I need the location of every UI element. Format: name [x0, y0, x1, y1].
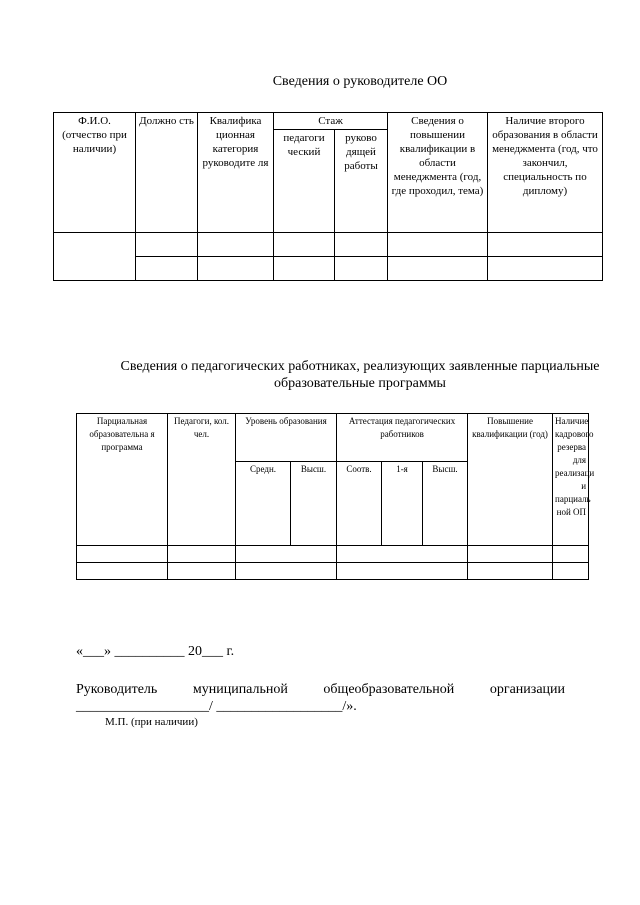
table-cell: [77, 563, 168, 580]
table-cell: [77, 546, 168, 563]
table-cell: [168, 546, 236, 563]
header-training: Сведения о повышении квалификации в области менеджмента (год, где проходил, тема): [388, 113, 488, 233]
header-attestation-match: Соотв.: [337, 462, 382, 546]
table-cell: [468, 563, 553, 580]
header-reserve: Наличие кадрового резерва для реализаци и парциаль ной ОП: [553, 414, 589, 546]
table-cell: [468, 546, 553, 563]
table-cell: [335, 233, 388, 257]
header-education-high: Высш.: [291, 462, 337, 546]
header-experience: Стаж: [274, 113, 388, 130]
table-cell: [553, 546, 589, 563]
table-row: [54, 233, 603, 257]
table-cell: [488, 233, 603, 257]
teachers-info-title: Сведения о педагогических работниках, реализующих заявленные парциальные образовательные программы: [120, 359, 600, 391]
table-cell: [488, 257, 603, 281]
header-training: Повышение квалификации (год): [468, 414, 553, 546]
header-fio: Ф.И.О. (отчество при наличии): [54, 113, 136, 233]
table-cell: [337, 563, 468, 580]
table-row: [77, 546, 589, 563]
header-education-middle: Средн.: [236, 462, 291, 546]
signature-word: Руководитель: [76, 682, 158, 697]
table-cell: [198, 257, 274, 281]
table-cell: [274, 233, 335, 257]
leader-info-table: [53, 112, 603, 281]
date-field: «___» __________ 20___ г.: [76, 644, 235, 659]
table-cell: [236, 546, 337, 563]
header-attestation-high: Высш.: [423, 462, 468, 546]
signature-word: организации: [489, 682, 566, 697]
table-row: [77, 563, 589, 580]
teachers-info-table: [76, 413, 595, 580]
header-attestation-first: 1-я: [382, 462, 423, 546]
signature-blanks: ___________________/ __________________/».: [76, 699, 357, 714]
header-attestation: Аттестация педагогических работников: [337, 414, 468, 462]
table-cell: [337, 546, 468, 563]
table-cell: [54, 233, 136, 281]
header-experience-leadership: руково дящей работы: [335, 130, 388, 233]
table-cell: [236, 563, 337, 580]
header-teachers-count: Педагоги, кол. чел.: [168, 414, 236, 546]
table-cell: [168, 563, 236, 580]
table-cell: [335, 257, 388, 281]
table-cell: [136, 233, 198, 257]
table-cell: [136, 257, 198, 281]
stamp-note: М.П. (при наличии): [105, 716, 198, 728]
header-position: Должно сть: [136, 113, 198, 233]
table-cell: [388, 257, 488, 281]
signature-word: общеобразовательной: [323, 682, 455, 697]
header-experience-pedagogical: педагоги ческий: [274, 130, 335, 233]
table-row: [54, 257, 603, 281]
header-category: Квалифика ционная категория руководите ля: [198, 113, 274, 233]
signature-word: муниципальной: [192, 682, 288, 697]
header-education-level: Уровень образования: [236, 414, 337, 462]
header-second-education: Наличие второго образования в области менеджмента (год, что закончил, специальность по диплому): [488, 113, 603, 233]
leader-info-title: Сведения о руководителе ОО: [272, 74, 448, 89]
table-cell: [274, 257, 335, 281]
table-cell: [553, 563, 589, 580]
table-cell: [388, 233, 488, 257]
header-program: Парциальная образовательна я программа: [77, 414, 168, 546]
table-cell: [198, 233, 274, 257]
